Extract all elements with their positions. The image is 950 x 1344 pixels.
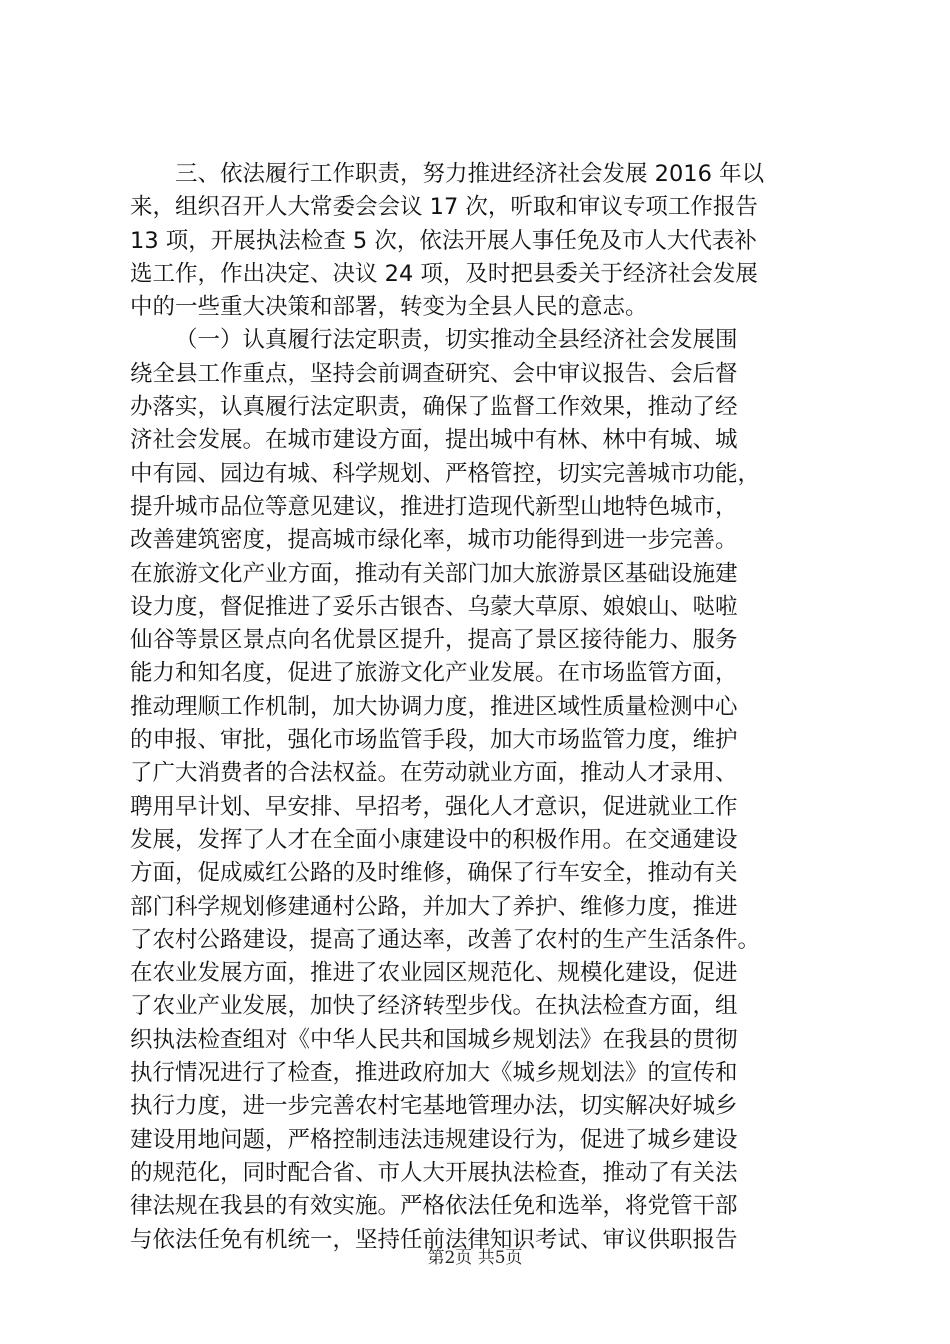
page-number-footer: 第2页 共5页 <box>427 1248 523 1268</box>
paragraph-subsection-one: （一）认真履行法定职责，切实推动全县经济社会发展围 绕全县工作重点，坚持会前调查研究、会中审议报告、会后督 办落实，认真履行法定职责，确保了监督工作效果，推动了经 济社会发展。在城市建设方面，提出城中有林、林中有城、城 中有园、园边有城、科学规划、严格管控，切实完善城市功能， 提升城市品位等意见建议，推进打造现代新型山地特色城市， 改善建筑密度，提高城市绿化率，城市功能得到进一步完善。 在旅游文化产业方面，推动有关部门加大旅游景区基础设施建 设力度，督促推进了妥乐古银杏、乌蒙大草原、娘娘山、哒啦 仙谷等景区景点向名优景区提升，提高了景区接待能力、服务 能力和知名度，促进了旅游文化产业发展。在市场监管方面， 推动理顺工作机制，加大协调力度，推进区域性质量检测中心 的申报、审批，强化市场监管手段，加大市场监管力度，维护 了广大消费者的合法权益。在劳动就业方面，推动人才录用、 聘用早计划、早安排、早招考，强化人才意识，促进就业工作 发展，发挥了人才在全面小康建设中的积极作用。在交通建设 方面，促成威红公路的及时维修，确保了行车安全，推动有关 部门科学规划修建通村公路，并加大了养护、维修力度，推进 了农村公路建设，提高了通达率，改善了农村的生产生活条件。 在农业发展方面，推进了农业园区规范化、规模化建设，促进 了农业产业发展，加快了经济转型步伐。在执法检查方面，组 织执法检查组对《中华人民共和国城乡规划法》在我县的贯彻 执行情况进行了检查，推进政府加大《城乡规划法》的宣传和 执行力度，进一步完善农村宅基地管理办法，切实解决好城乡 建设用地问题，严格控制违法违规建设行为，促进了城乡建设 的规范化，同时配合省、市人大开展执法检查，推动了有关法 律法规在我县的有效实施。严格依法任免和选举，将党管干部 与依法任免有机统一，坚持任前法律知识考试、审议供职报告 <box>130 327 761 1253</box>
paragraph-section-three: 三、依法履行工作职责，努力推进经济社会发展 2016 年以 来，组织召开人大常委会会议 17 次，听取和审议专项工作报告 13 项，开展执法检查 5 次，依法开展人事任免及市人大代表补 选工作，作出决定、决议 24 项，及时把县委关于经济社会发展 中的一些重大决策和部署，转变为全县人民的意志。 <box>130 161 765 321</box>
document-body <box>130 158 830 1257</box>
